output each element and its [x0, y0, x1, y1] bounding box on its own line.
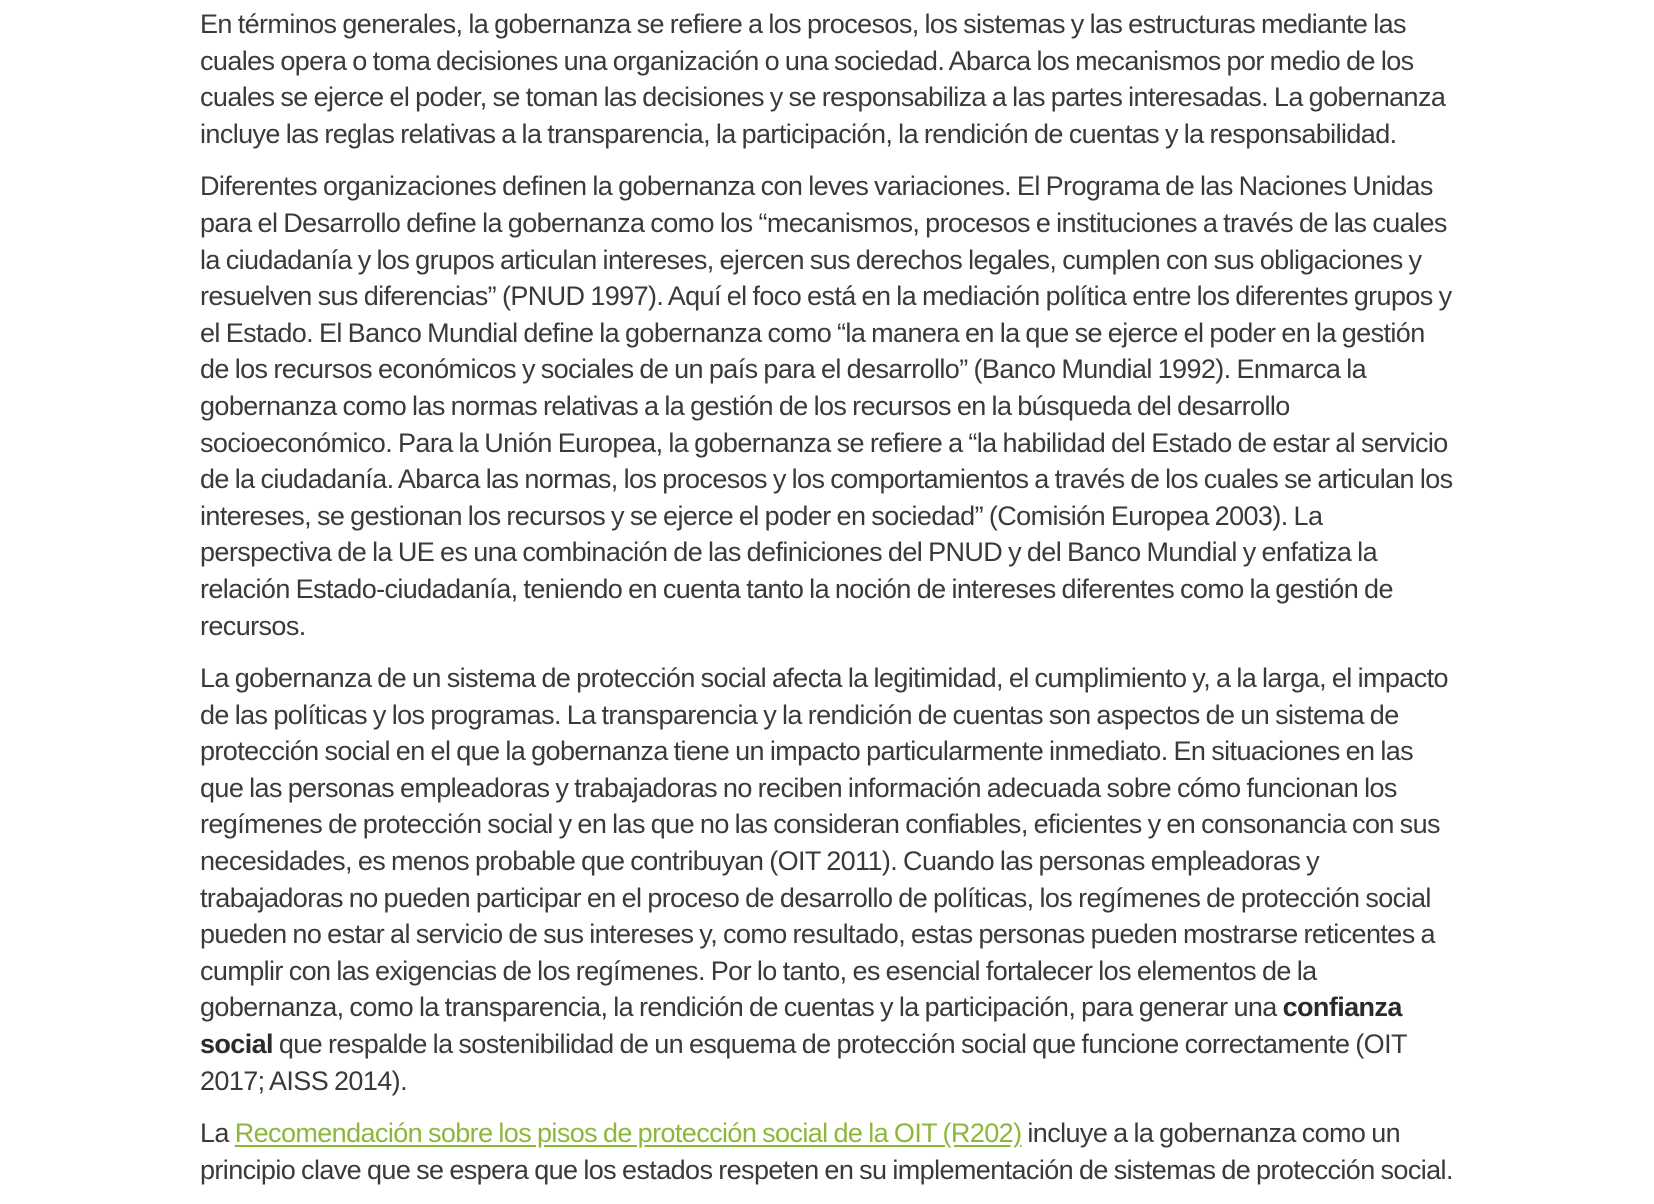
paragraph-organization-definitions — [200, 168, 1454, 644]
paragraph-text: En términos generales, la gobernanza se refiere a los procesos, los sistemas y las estructuras mediante las cuales opera o toma decisiones una organización o una sociedad. Abarca los mecanismos por medio de los cuales se ejerce el poder, se toman las decisiones y se responsabiliza a las partes interesadas. La gobernanza incluye las reglas relativas a la transparencia, la participación, la rendición de cuentas y la responsabilidad. — [200, 9, 1446, 149]
paragraph-text-after-link: incluye a la gobernanza como un principio clave que se espera que los estados respeten en su implementación de sistemas de protección social. — [200, 1118, 1453, 1185]
paragraph-social-protection-governance — [200, 660, 1454, 1099]
bold-term-social-trust: confianza social — [200, 992, 1402, 1060]
paragraph-r202-recommendation — [200, 1115, 1454, 1188]
paragraph-text-before-link: La — [200, 1118, 235, 1149]
paragraph-text-before-bold: La gobernanza de un sistema de protección social afecta la legitimidad, el cumplimiento y, a la larga, el impacto de las políticas y los programas. La transparencia y la rendición de cuentas son aspectos de un sistema de protección social en el que la gobernanza tiene un impacto particularmente inmediato. En situaciones en las que las personas empleadoras y trabajadoras no reciben información adecuada sobre cómo funcionan los regímenes de protección social y en las que no las consideran confiables, eficientes y en consonancia con sus necesidades, es menos probable que contribuyan (OIT 2011). Cuando las personas empleadoras y trabajadoras no pueden participar en el proceso de desarrollo de políticas, los regímenes de protección social pueden no estar al servicio de sus intereses y, como resultado, estas personas pueden mostrarse reticentes a cumplir con las exigencias de los regímenes. Por lo tanto, es esencial fortalecer los elementos de la gobernanza, como la transparencia, la rendición de cuentas y la participación, para generar una — [200, 663, 1448, 1023]
r202-recommendation-link[interactable]: Recomendación sobre los pisos de protección social de la OIT (R202) — [234, 1118, 1022, 1149]
paragraph-text: Diferentes organizaciones definen la gobernanza con leves variaciones. El Programa de las Naciones Unidas para el Desarrollo define la gobernanza como los “mecanismos, procesos e instituciones a través de las cuales la ciudadanía y los grupos articulan intereses, ejercen sus derechos legales, cumplen con sus obligaciones y resuelven sus diferencias” (PNUD 1997). Aquí el foco está en la mediación política entre los diferentes grupos y el Estado. El Banco Mundial define la gobernanza como “la manera en la que se ejerce el poder en la gestión de los recursos económicos y sociales de un país para el desarrollo” (Banco Mundial 1992). Enmarca la gobernanza como las normas relativas a la gestión de los recursos en la búsqueda del desarrollo socioeconómico. Para la Unión Europea, la gobernanza se refiere a “la habilidad del Estado de estar al servicio de la ciudadanía. Abarca las normas, los procesos y los comportamientos a través de los cuales se articulan los intereses, se gestionan los recursos y se ejerce el poder en sociedad” (Comisión Europea 2003). La perspectiva de la UE es una combinación de las definiciones del PNUD y del Banco Mundial y enfatiza la relación Estado-ciudadanía, teniendo en cuenta tanto la noción de intereses diferentes como la gestión de recursos. — [200, 171, 1453, 641]
paragraph-text-after-bold: que respalde la sostenibilidad de un esquema de protección social que funcione correctamente (OIT 2017; AISS 2014). — [200, 1029, 1407, 1096]
paragraph-governance-definition — [200, 6, 1454, 152]
text-column — [200, 6, 1454, 1204]
